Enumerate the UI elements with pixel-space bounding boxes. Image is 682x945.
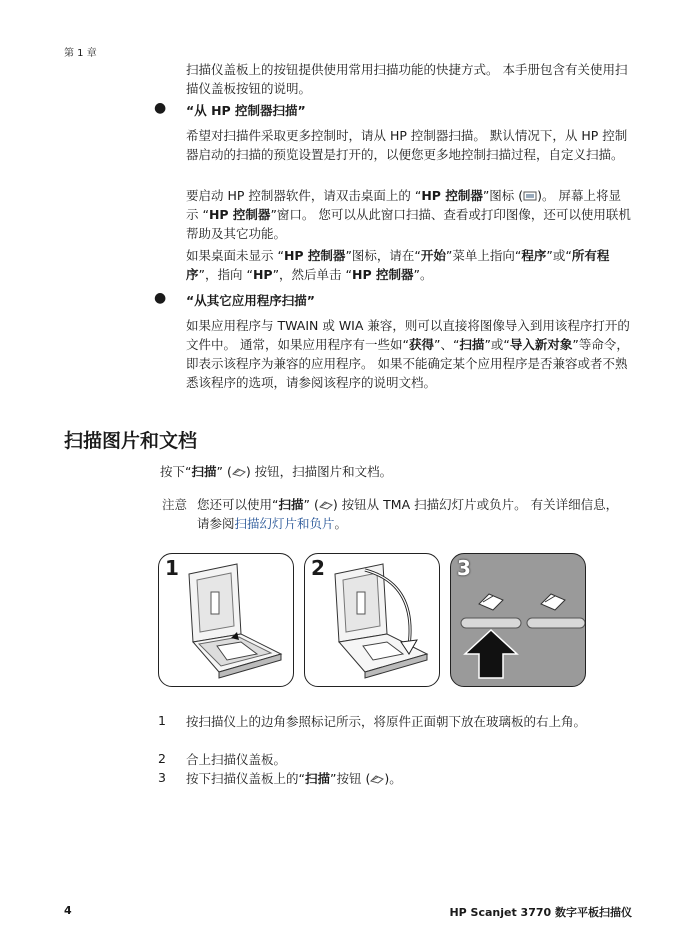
chapter-label: 第 1 章 [64,48,97,59]
note-text: 您还可以使用“扫描” ( ) 按钮从 TMA 扫描幻灯片或负片。 有关详细信息，请参阅扫描幻灯片和负片。 [197,497,619,531]
step-number: 2 [158,751,166,766]
scanner-closing-illustration [305,554,439,686]
step-text: 按下扫描仪盖板上的“扫描”按钮 ( )。 [186,771,402,786]
slides-negatives-link[interactable]: 扫描幻灯片和负片 [234,516,335,531]
bullet-dot: ● [154,100,167,116]
hp-director-icon [523,191,537,201]
other-apps-paragraph: 如果应用程序与 TWAIN 或 WIA 兼容，则可以直接将图像导入到用该程序打开的文件中。 通常，如果应用程序有一些如“获得”、“扫描”或“导入新对象”等命令，即表示该程序为兼容的应用程序。 如果不能确定某个应用程序是否兼容或者不熟悉该程序的选项，请参阅该程序的说明文档。 [186,318,630,390]
figure-step-number: 3 [457,556,471,580]
press-scan-instruction: 按下“扫描” ( ) 按钮，扫描图片和文档。 [160,464,393,479]
step-text: 按扫描仪上的边角参照标记所示，将原件正面朝下放在玻璃板的右上角。 [186,714,587,729]
bullet-dot: ● [154,290,167,306]
note-label: 注意 [162,497,188,512]
section-heading: 扫描图片和文档 [64,430,198,452]
bullet-title-other-apps: “从其它应用程序扫描” [186,293,315,308]
figure-step-number: 1 [165,556,179,580]
figure-panel-1 [158,553,294,687]
step-number: 3 [158,770,166,785]
step-number: 1 [158,713,166,728]
intro-paragraph: 扫描仪盖板上的按钮提供使用常用扫描功能的快捷方式。 本手册包含有关使用扫描仪盖板按钮的说明。 [186,62,628,96]
scanner-open-illustration [159,554,293,686]
step-text: 合上扫描仪盖板。 [186,752,287,767]
hp-director-paragraph-2: 要启动 HP 控制器软件，请双击桌面上的 “HP 控制器”图标 ( )。 屏幕上将显示 “HP 控制器”窗口。 您可以从此窗口扫描、查看或打印图像，还可以使用联机帮助及其它功能。 [186,188,631,241]
scan-button-icon [319,500,333,510]
page-number: 4 [64,904,72,917]
bullet-title-hp-director: “从 HP 控制器扫描” [186,103,306,118]
figure-panel-3 [450,553,586,687]
figure-step-number: 2 [311,556,325,580]
scan-button-icon [370,774,384,784]
scan-button-icon [232,467,246,477]
scan-button-press-illustration [451,554,585,686]
hp-director-paragraph-3: 如果桌面未显示 “HP 控制器”图标，请在“开始”菜单上指向“程序”或“所有程序”，指向 “HP”，然后单击 “HP 控制器”。 [186,248,610,282]
hp-director-paragraph-1: 希望对扫描件采取更多控制时，请从 HP 控制器扫描。 默认情况下，从 HP 控制器启动的扫描的预览设置是打开的，以便您更多地控制扫描过程，自定义扫描。 [186,128,628,162]
figure-panel-2 [304,553,440,687]
footer-product: HP Scanjet 3770 数字平板扫描仪 [449,906,632,919]
